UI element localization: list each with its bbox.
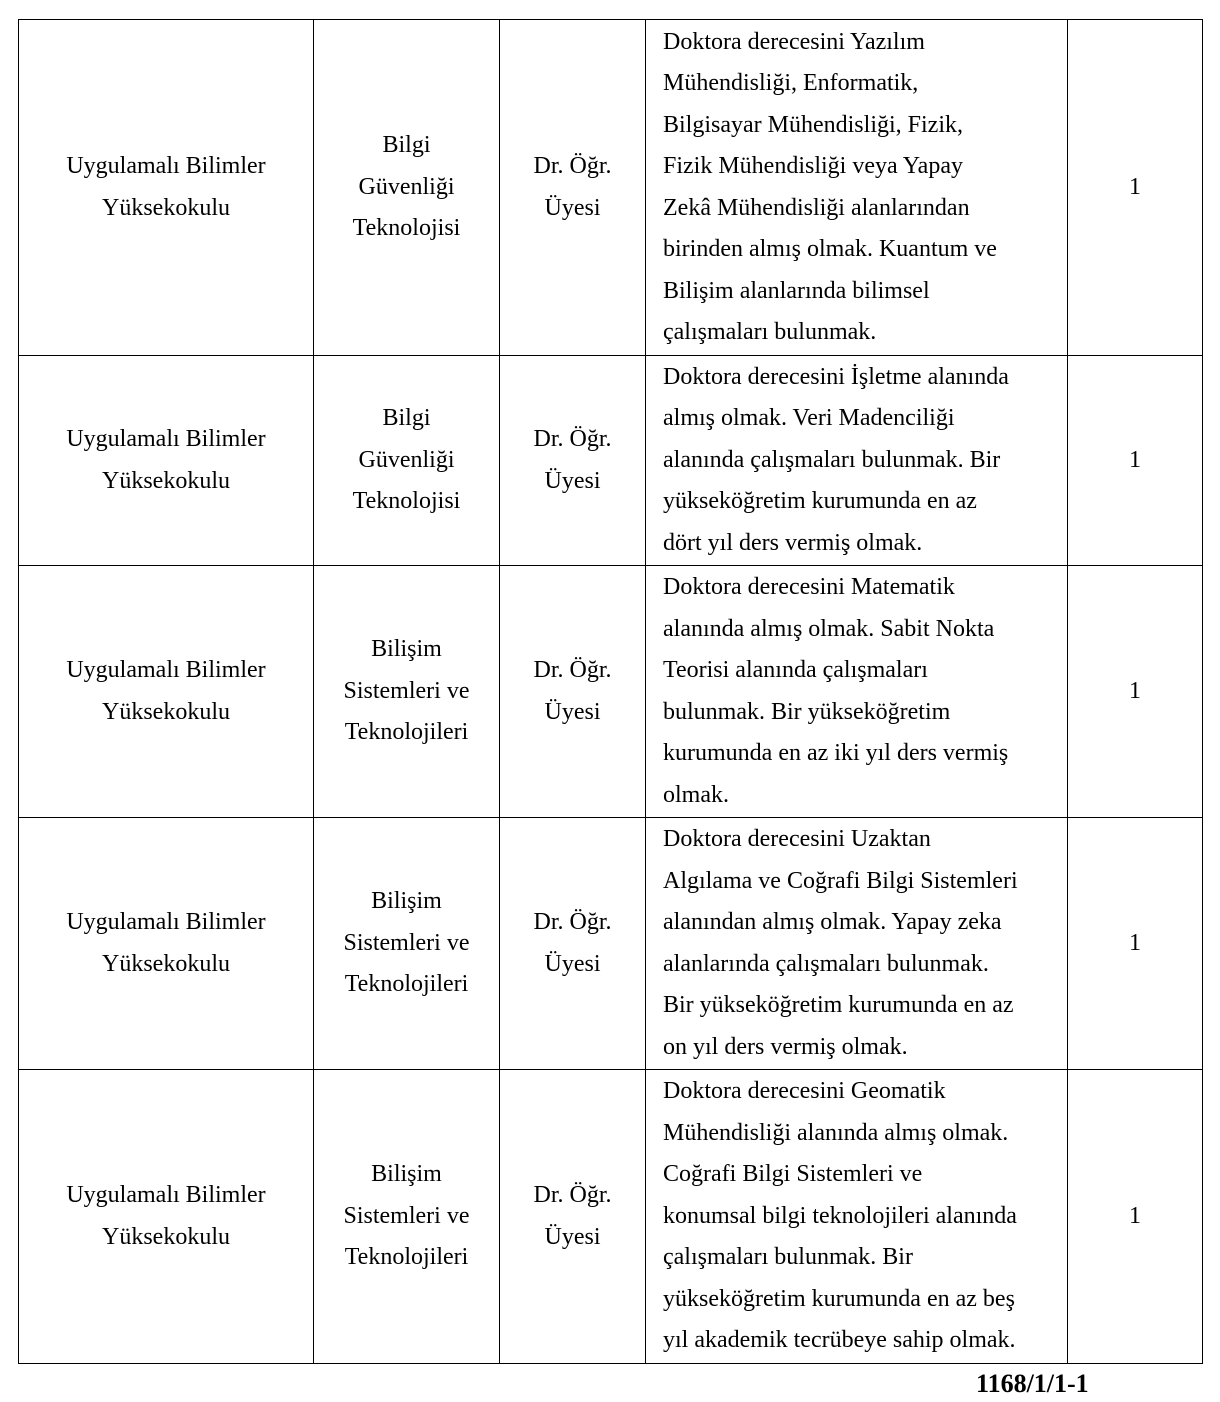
requirement-line: yükseköğretim kurumunda en az beş bbox=[663, 1285, 1015, 1312]
title-cell bbox=[500, 566, 646, 818]
unit-cell bbox=[19, 818, 314, 1070]
count-cell: 1 bbox=[1068, 566, 1203, 818]
title-cell bbox=[500, 1070, 646, 1364]
department-line: Bilişim bbox=[371, 1161, 442, 1188]
title-line: Dr. Öğr. bbox=[533, 1182, 612, 1208]
requirement-line: Bir yükseköğretim kurumunda en az bbox=[663, 992, 1014, 1018]
title-line: Üyesi bbox=[544, 467, 601, 494]
count-cell: 1 bbox=[1068, 818, 1203, 1070]
requirement-line: Doktora derecesini İşletme alanında bbox=[663, 363, 1009, 390]
department-line: Teknolojileri bbox=[344, 1244, 469, 1271]
title-line: Üyesi bbox=[544, 698, 601, 725]
department-line: Sistemleri ve bbox=[343, 929, 470, 956]
title-line: Dr. Öğr. bbox=[533, 657, 612, 683]
requirement-line: bulunmak. Bir yükseköğretim bbox=[663, 698, 951, 725]
unit-line: Yüksekokulu bbox=[102, 1223, 230, 1250]
page-reference-number: 1168/1/1-1 bbox=[976, 1369, 1089, 1398]
unit-line: Yüksekokulu bbox=[102, 950, 230, 977]
requirement-line: Mühendisliği, Enformatik, bbox=[663, 70, 919, 96]
requirement-line: birinden almış olmak. Kuantum ve bbox=[663, 236, 997, 262]
requirement-line: alanlarında çalışmaları bulunmak. bbox=[663, 950, 989, 977]
department-line: Bilgi bbox=[382, 132, 431, 159]
requirements-cell bbox=[646, 566, 1068, 818]
requirement-line: konumsal bilgi teknolojileri alanında bbox=[663, 1202, 1017, 1229]
title-line: Dr. Öğr. bbox=[533, 426, 612, 452]
title-cell bbox=[500, 20, 646, 356]
table-row bbox=[19, 356, 1203, 566]
requirement-line: yıl akademik tecrübeye sahip olmak. bbox=[663, 1327, 1016, 1354]
requirement-line: Mühendisliği alanında almış olmak. bbox=[663, 1119, 1009, 1146]
requirement-line: alanında almış olmak. Sabit Nokta bbox=[663, 615, 995, 642]
positions-table bbox=[18, 19, 1203, 1364]
count-cell: 1 bbox=[1068, 20, 1203, 356]
requirement-line: Doktora derecesini Matematik bbox=[663, 574, 955, 600]
requirement-line: Zekâ Mühendisliği alanlarından bbox=[663, 194, 970, 221]
unit-line: Uygulamalı Bilimler bbox=[66, 657, 266, 683]
department-cell bbox=[314, 356, 500, 566]
unit-cell bbox=[19, 566, 314, 818]
department-line: Teknolojisi bbox=[352, 215, 461, 242]
requirement-line: Doktora derecesini Geomatik bbox=[663, 1078, 946, 1105]
unit-cell bbox=[19, 1070, 314, 1364]
title-line: Üyesi bbox=[544, 1223, 601, 1250]
unit-line: Uygulamalı Bilimler bbox=[66, 909, 266, 935]
requirement-line: Doktora derecesini Uzaktan bbox=[663, 826, 931, 852]
count-cell: 1 bbox=[1068, 1070, 1203, 1364]
title-line: Üyesi bbox=[544, 194, 601, 221]
title-cell bbox=[500, 818, 646, 1070]
department-line: Bilgi bbox=[382, 405, 431, 432]
requirement-line: Algılama ve Coğrafi Bilgi Sistemleri bbox=[663, 867, 1018, 894]
requirement-line: çalışmaları bulunmak. bbox=[663, 319, 877, 345]
requirement-line: olmak. bbox=[663, 781, 729, 808]
department-line: Teknolojileri bbox=[344, 971, 469, 998]
department-line: Sistemleri ve bbox=[343, 1202, 470, 1229]
requirements-cell bbox=[646, 356, 1068, 566]
requirement-line: dört yıl ders vermiş olmak. bbox=[663, 529, 923, 556]
department-cell bbox=[314, 566, 500, 818]
title-line: Üyesi bbox=[544, 950, 601, 977]
requirement-line: Doktora derecesini Yazılım bbox=[663, 28, 925, 55]
department-line: Güvenliği bbox=[358, 446, 455, 473]
requirement-line: alanından almış olmak. Yapay zeka bbox=[663, 909, 1002, 935]
requirement-line: Teorisi alanında çalışmaları bbox=[663, 657, 928, 683]
requirement-line: Bilgisayar Mühendisliği, Fizik, bbox=[663, 111, 963, 138]
requirements-cell bbox=[646, 1070, 1068, 1364]
department-cell bbox=[314, 818, 500, 1070]
requirement-line: almış olmak. Veri Madenciliği bbox=[663, 405, 955, 432]
unit-line: Yüksekokulu bbox=[102, 194, 230, 221]
requirement-line: alanında çalışmaları bulunmak. Bir bbox=[663, 446, 1001, 473]
requirement-line: Coğrafi Bilgi Sistemleri ve bbox=[663, 1161, 923, 1188]
requirement-line: çalışmaları bulunmak. Bir bbox=[663, 1244, 913, 1271]
unit-line: Yüksekokulu bbox=[102, 698, 230, 725]
department-cell bbox=[314, 1070, 500, 1364]
requirement-line: Fizik Mühendisliği veya Yapay bbox=[663, 153, 963, 179]
department-line: Sistemleri ve bbox=[343, 677, 470, 704]
table-row bbox=[19, 20, 1203, 356]
department-line: Teknolojisi bbox=[352, 488, 461, 515]
department-cell bbox=[314, 20, 500, 356]
requirement-line: kurumunda en az iki yıl ders vermiş bbox=[663, 740, 1009, 766]
department-line: Bilişim bbox=[371, 888, 442, 915]
count-cell: 1 bbox=[1068, 356, 1203, 566]
table-row bbox=[19, 818, 1203, 1070]
unit-line: Uygulamalı Bilimler bbox=[66, 153, 266, 179]
requirements-cell bbox=[646, 20, 1068, 356]
requirement-line: Bilişim alanlarında bilimsel bbox=[663, 277, 930, 304]
requirement-line: yükseköğretim kurumunda en az bbox=[663, 488, 977, 515]
unit-cell bbox=[19, 20, 314, 356]
title-line: Dr. Öğr. bbox=[533, 909, 612, 935]
table-row bbox=[19, 1070, 1203, 1364]
requirement-line: on yıl ders vermiş olmak. bbox=[663, 1033, 908, 1060]
department-line: Bilişim bbox=[371, 636, 442, 663]
unit-line: Uygulamalı Bilimler bbox=[66, 1182, 266, 1208]
unit-cell bbox=[19, 356, 314, 566]
department-line: Teknolojileri bbox=[344, 719, 469, 746]
department-line: Güvenliği bbox=[358, 173, 455, 200]
requirements-cell bbox=[646, 818, 1068, 1070]
title-cell bbox=[500, 356, 646, 566]
title-line: Dr. Öğr. bbox=[533, 153, 612, 179]
unit-line: Uygulamalı Bilimler bbox=[66, 426, 266, 452]
unit-line: Yüksekokulu bbox=[102, 467, 230, 494]
table-row bbox=[19, 566, 1203, 818]
